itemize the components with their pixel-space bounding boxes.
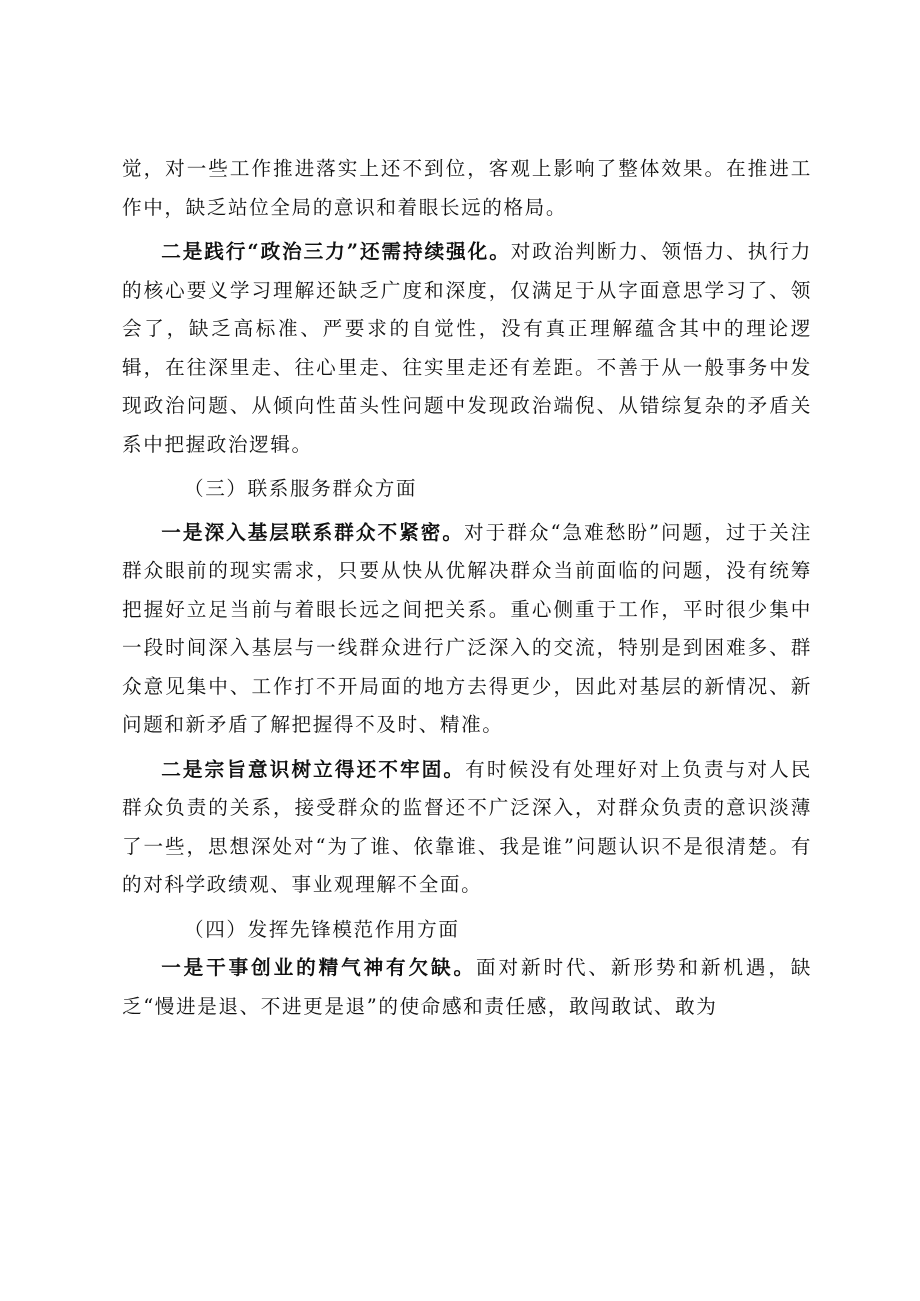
paragraph-lead: 一是深入基层联系群众不紧密。	[161, 520, 464, 544]
paragraph-text: 有时候没有处理好对上负责与对人民群众负责的关系，接受群众的监督还不广泛深入，对群众负责的意识淡薄了一些，思想深处对“为了谁、依靠谁、我是谁”问题认识不是很清楚。有的对科学政绩观、事业观理解不全面。	[122, 757, 812, 896]
section-heading-3: （三）联系服务群众方面	[184, 477, 418, 500]
paragraph-political-abilities	[122, 233, 812, 464]
paragraph-purpose-awareness	[122, 751, 812, 905]
paragraph-text: 对政治判断力、领悟力、执行力的核心要义学习理解还缺乏广度和深度，仅满足于从字面意思学习了、领会了，缺乏高标准、严要求的自觉性，没有真正理解蕴含其中的理论逻辑，在往深里走、往心里走、往实里走还有差距。不善于从一般事务中发现政治问题、从倾向性苗头性问题中发现政治端倪、从错综复杂的矛盾关系中把握政治逻辑。	[122, 240, 812, 456]
paragraph-continuation	[122, 150, 812, 227]
document-body	[122, 150, 812, 1032]
section-heading-4: （四）发挥先锋模范作用方面	[184, 917, 460, 941]
paragraph-text: 对于群众“急难愁盼”问题，过于关注群众眼前的现实需求，只要从快从优解决群众当前面临的问题，没有统筹把握好立足当前与着眼长远之间把关系。重心侧重于工作，平时很少集中一段时间深入基层与一线群众进行广泛深入的交流，特别是到困难多、群众意见集中、工作打不开局面的地方去得更少，因此对基层的新情况、新问题和新矛盾了解把握得不及时、精准。	[122, 520, 813, 736]
paragraph-grassroots-contact	[122, 514, 812, 745]
paragraph-entrepreneurial-spirit	[122, 949, 812, 1026]
paragraph-lead: 二是宗旨意识树立得还不牢固。	[161, 757, 466, 781]
paragraph-text: 觉，对一些工作推进落实上还不到位，客观上影响了整体效果。在推进工作中，缺乏站位全局的意识和着眼长远的格局。	[122, 157, 812, 219]
paragraph-lead: 一是干事创业的精气神有欠缺。	[161, 956, 476, 979]
paragraph-text: 面对新时代、新形势和新机遇，缺乏“慢进是退、不进更是退”的使命感和责任感，敢闯敢试、敢为	[122, 956, 812, 1018]
paragraph-lead: 二是践行“政治三力”还需持续强化。	[161, 240, 511, 263]
